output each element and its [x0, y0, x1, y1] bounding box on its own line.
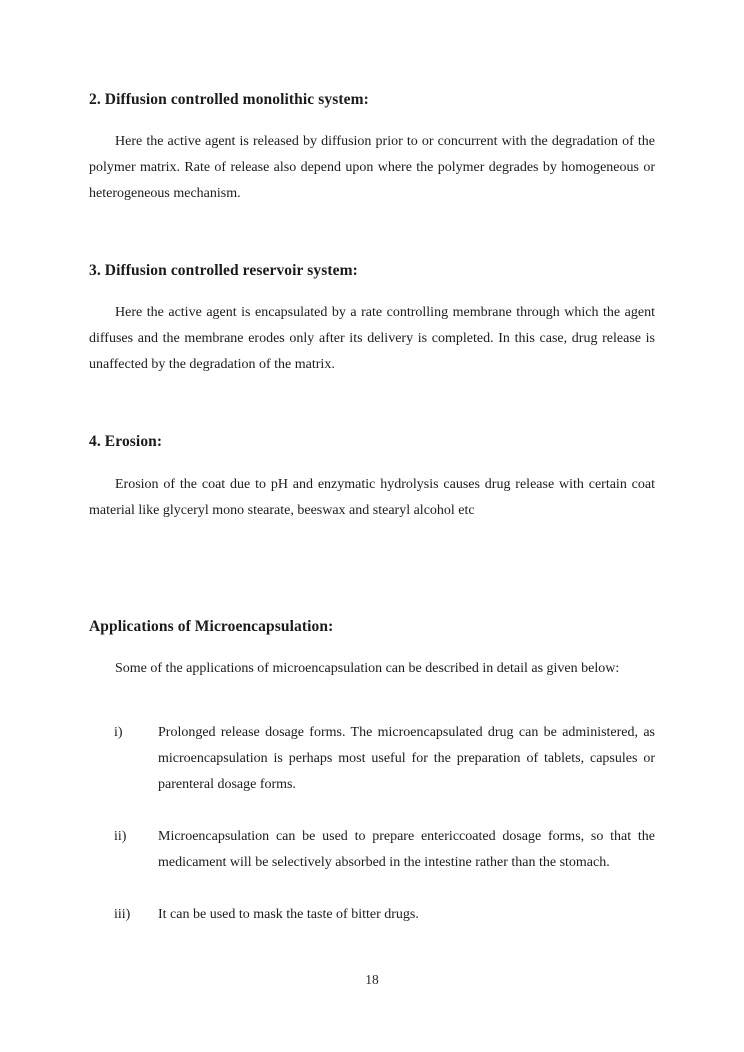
list-item [89, 824, 655, 876]
list-item [89, 720, 655, 798]
section-paragraph-diffusion-reservoir: Here the active agent is encapsulated by a rate controlling membrane through which the agent diffuses and the membrane erodes only after its delivery is completed. In this case, drug release is unaffected by the degradation of the matrix. [89, 305, 655, 372]
applications-list [89, 720, 655, 928]
section-heading-diffusion-monolithic: 2. Diffusion controlled monolithic system: [89, 91, 369, 108]
section-heading-applications: Applications of Microencapsulation: [89, 618, 334, 635]
applications-list-container [89, 720, 655, 928]
list-item [89, 902, 655, 928]
list-item-text: Prolonged release dosage forms. The microencapsulated drug can be administered, as microencapsulation is perhaps most useful for the preparation of tablets, capsules or parenteral dosage forms. [158, 725, 655, 792]
list-item-marker: iii) [114, 907, 131, 922]
section-heading-diffusion-reservoir: 3. Diffusion controlled reservoir system: [89, 262, 358, 279]
list-item-text: It can be used to mask the taste of bitter drugs. [158, 907, 419, 922]
list-item-marker: ii) [114, 829, 127, 844]
section-heading-erosion: 4. Erosion: [89, 433, 163, 450]
list-item-text: Microencapsulation can be used to prepare entericcoated dosage forms, so that the medicament will be selectively absorbed in the intestine rather than the stomach. [158, 829, 655, 870]
list-item-marker: i) [114, 725, 123, 740]
section-paragraph-applications: Some of the applications of microencapsulation can be described in detail as given below: [115, 661, 620, 676]
section-paragraph-diffusion-monolithic: Here the active agent is released by diffusion prior to or concurrent with the degradation of the polymer matrix. Rate of release also depend upon where the polymer degrades by homogeneous or heterogeneous mechanism. [89, 134, 655, 201]
page-number: 18 [365, 972, 379, 987]
section-paragraph-erosion: Erosion of the coat due to pH and enzymatic hydrolysis causes drug release with certain coat material like glyceryl mono stearate, beeswax and stearyl alcohol etc [89, 477, 655, 518]
